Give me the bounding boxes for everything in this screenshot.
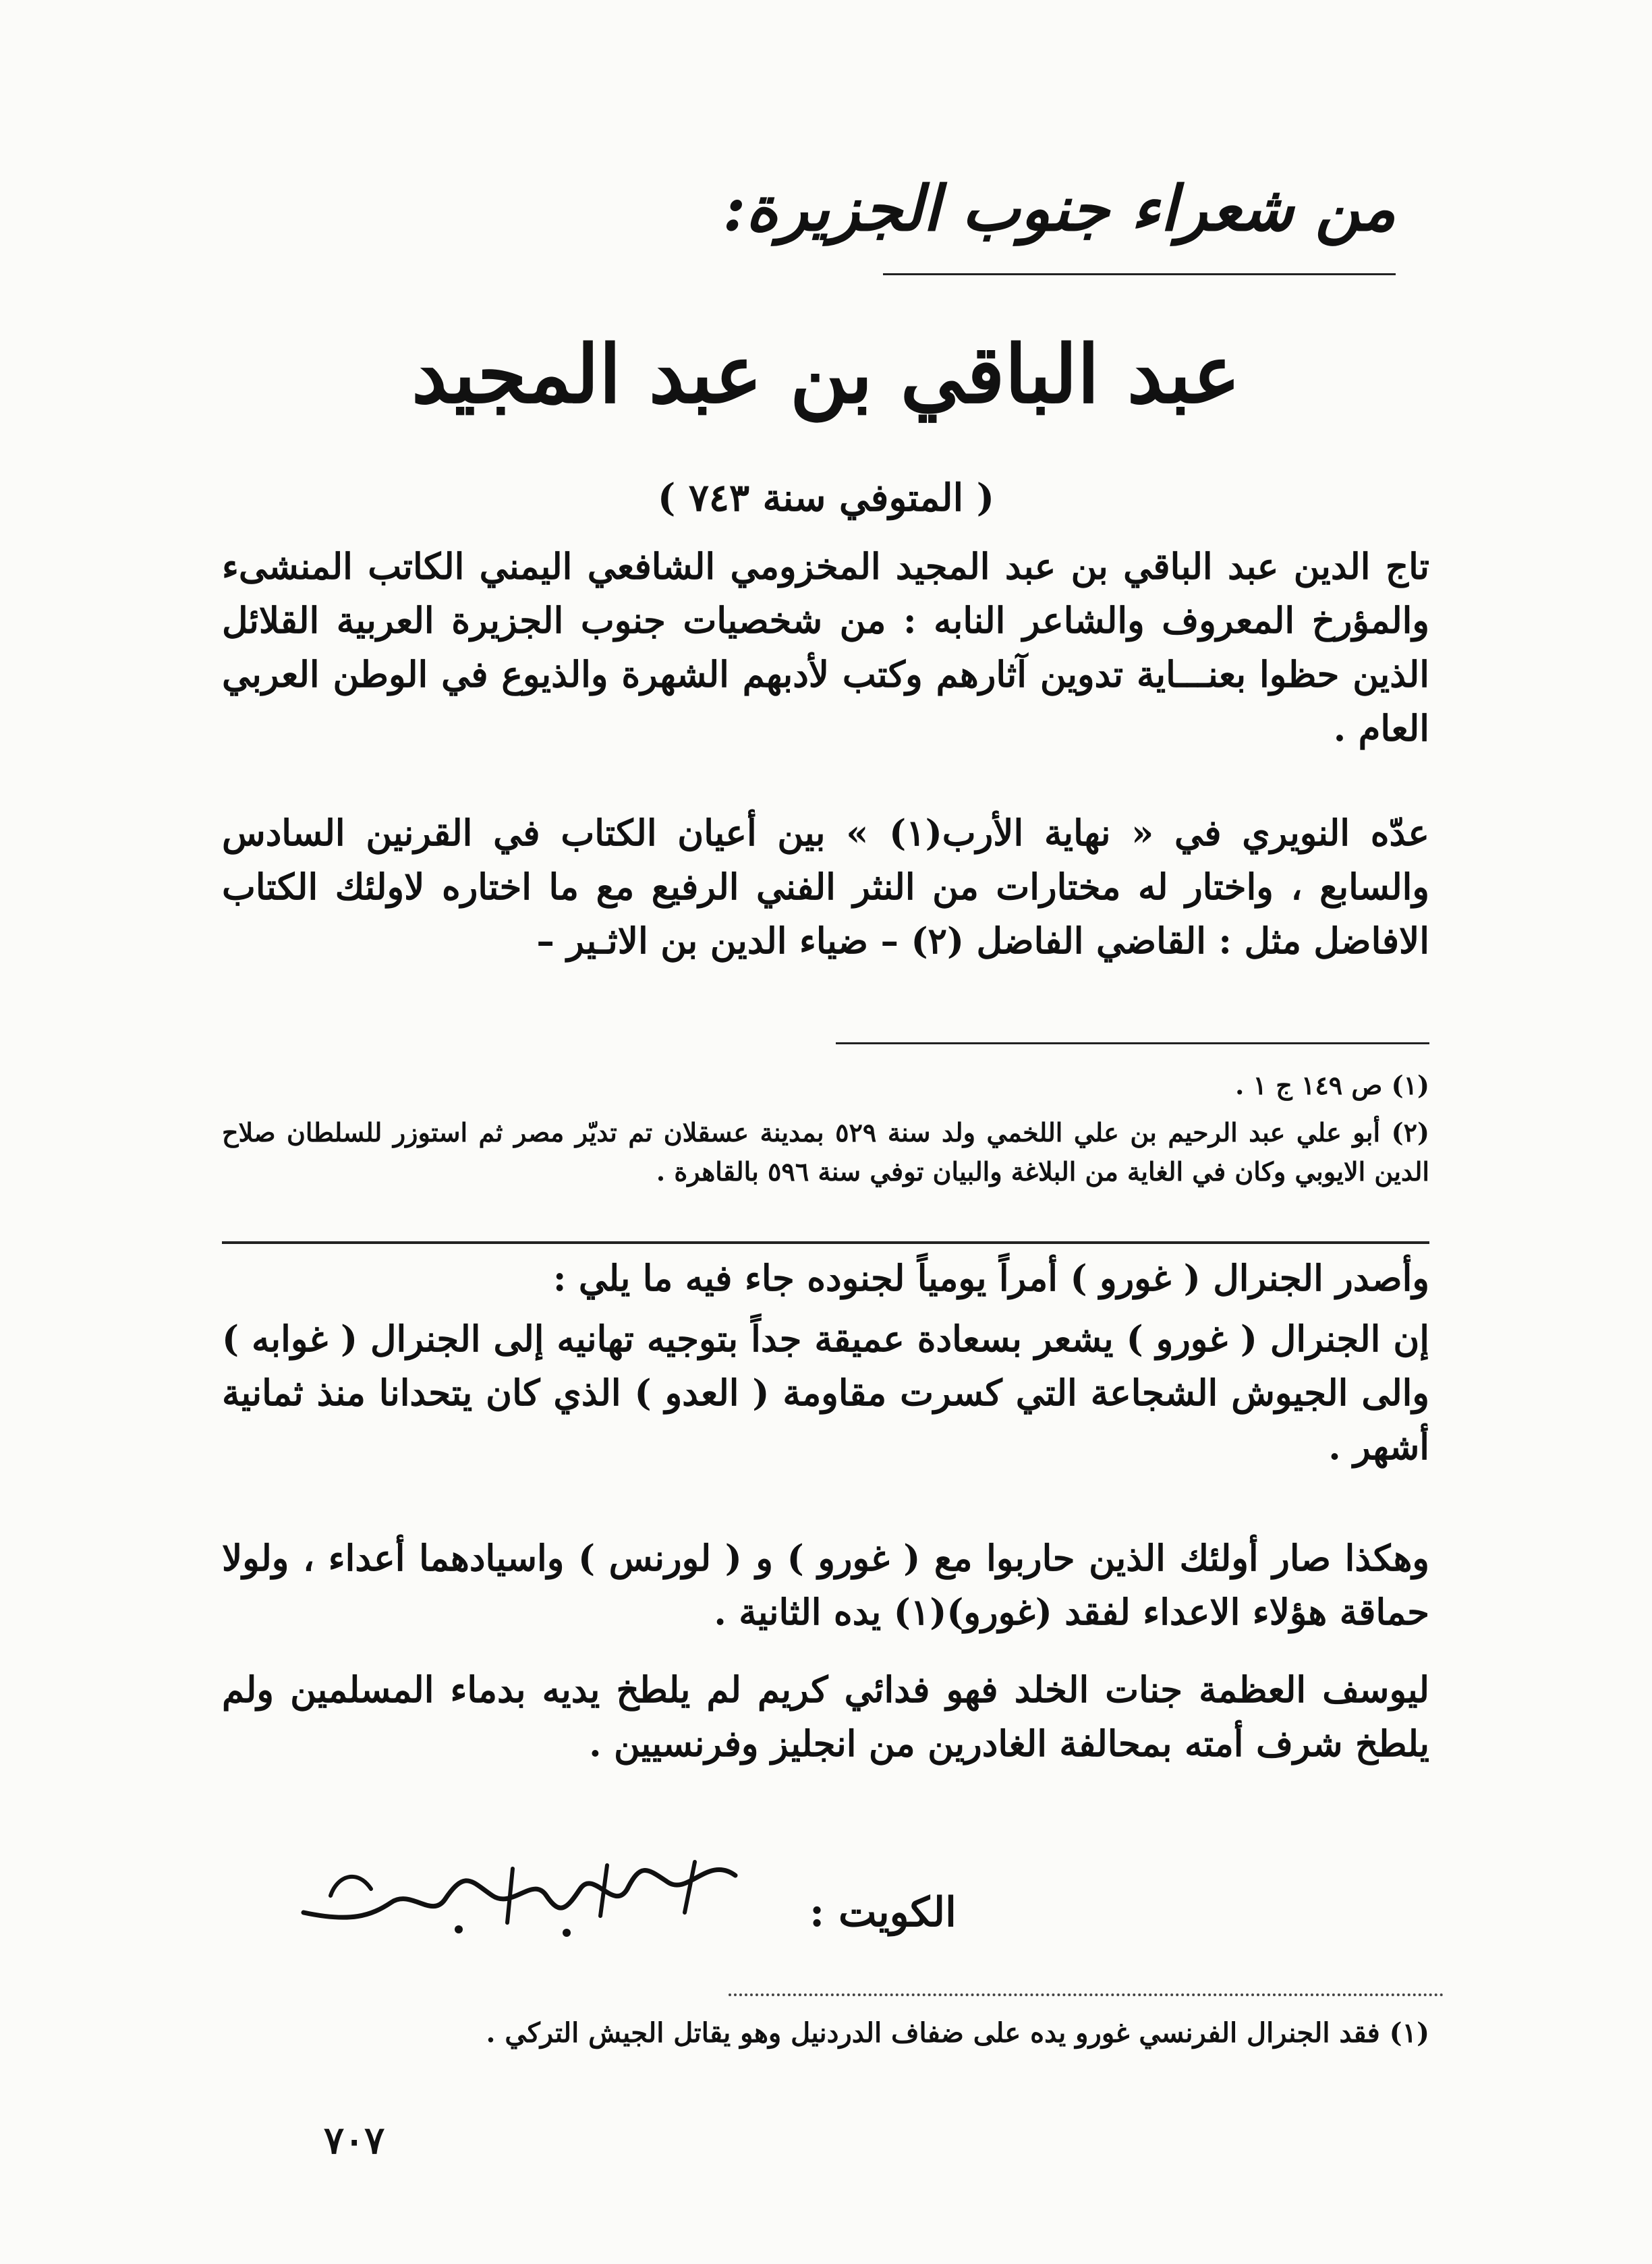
biography-paragraph: تاج الدين عبد الباقي بن عبد المجيد المخزومي الشافعي اليمني الكاتب المنشىء والمؤرخ المعروف والشاعر النابه : من شخصيات جنوب الجزيرة العربية القلائل الذين حظوا بعنـــاية تدوين آثارهم وكتب لأدبهم الشهرة والذيوع في الوطن العربي العام . — [222, 546, 1429, 749]
place-label: الكويت : — [809, 1889, 957, 1936]
page-number: ٧٠٧ — [324, 2118, 385, 2163]
footnote-separator — [836, 1042, 1429, 1044]
footnote: (١) فقد الجنرال الفرنسي غورو يده على ضفاف الدردنيل وهو يقاتل الجيش التركي . — [486, 2017, 1429, 2049]
section-heading-underline — [883, 273, 1396, 275]
article-title: عبد الباقي بن عبد المجيد — [411, 327, 1241, 421]
article-paragraph: إن الجنرال ( غورو ) يشعر بسعادة عميقة جداً بتوجيه تهانيه إلى الجنرال ( غوابه ) والى الجيوش الشجاعة التي كسرت مقاومة ( العدو ) الذي كان يتحدانا منذ ثمانية أشهر . — [222, 1318, 1429, 1468]
footnote: (٢) أبو علي عبد الرحيم بن علي اللخمي ولد سنة ٥٢٩ بمدينة عسقلان تم تديّر مصر ثم استوزر للسلطان صلاح الدين الايوبي وكان في الغاية من البلاغة والبيان توفي سنة ٥٩٦ بالقاهرة . — [222, 1117, 1429, 1187]
article-paragraph: وهكذا صار أولئك الذين حاربوا مع ( غورو ) و ( لورنس ) واسيادهما أعداء ، ولولا حماقة هؤلاء الاعداء لفقد (غورو)(١) يده الثانية . — [222, 1537, 1429, 1633]
section-heading: من شعراء جنوب الجزيرة: — [722, 172, 1396, 245]
footnote: (١) ص ١٤٩ ج ١ . — [1235, 1070, 1429, 1100]
dotted-separator — [729, 1993, 1444, 1996]
article-paragraph: وأصدر الجنرال ( غورو ) أمراً يومياً لجنوده جاء فيه ما يلي : — [552, 1257, 1429, 1299]
section-separator — [222, 1241, 1429, 1244]
article-subtitle: ( المتوفي سنة ٧٤٣ ) — [657, 476, 995, 520]
biography-paragraph: عدّه النويري في « نهاية الأرب(١) » بين أعيان الكتاب في القرنين السادس والسابع ، واختار له مختارات من النثر الفني الرفيع مع ما اختاره لاولئك الكتاب الافاضل مثل : القاضي الفاضل (٢) – ضياء الدين بن الاثـير – — [222, 812, 1429, 962]
handwritten-signature — [290, 1848, 749, 1943]
article-paragraph: ليوسف العظمة جنات الخلد فهو فدائي كريم لم يلطخ يديه بدماء المسلمين ولم يلطخ شرف أمته بمحالفة الغادرين من انجليز وفرنسيين . — [222, 1669, 1429, 1765]
